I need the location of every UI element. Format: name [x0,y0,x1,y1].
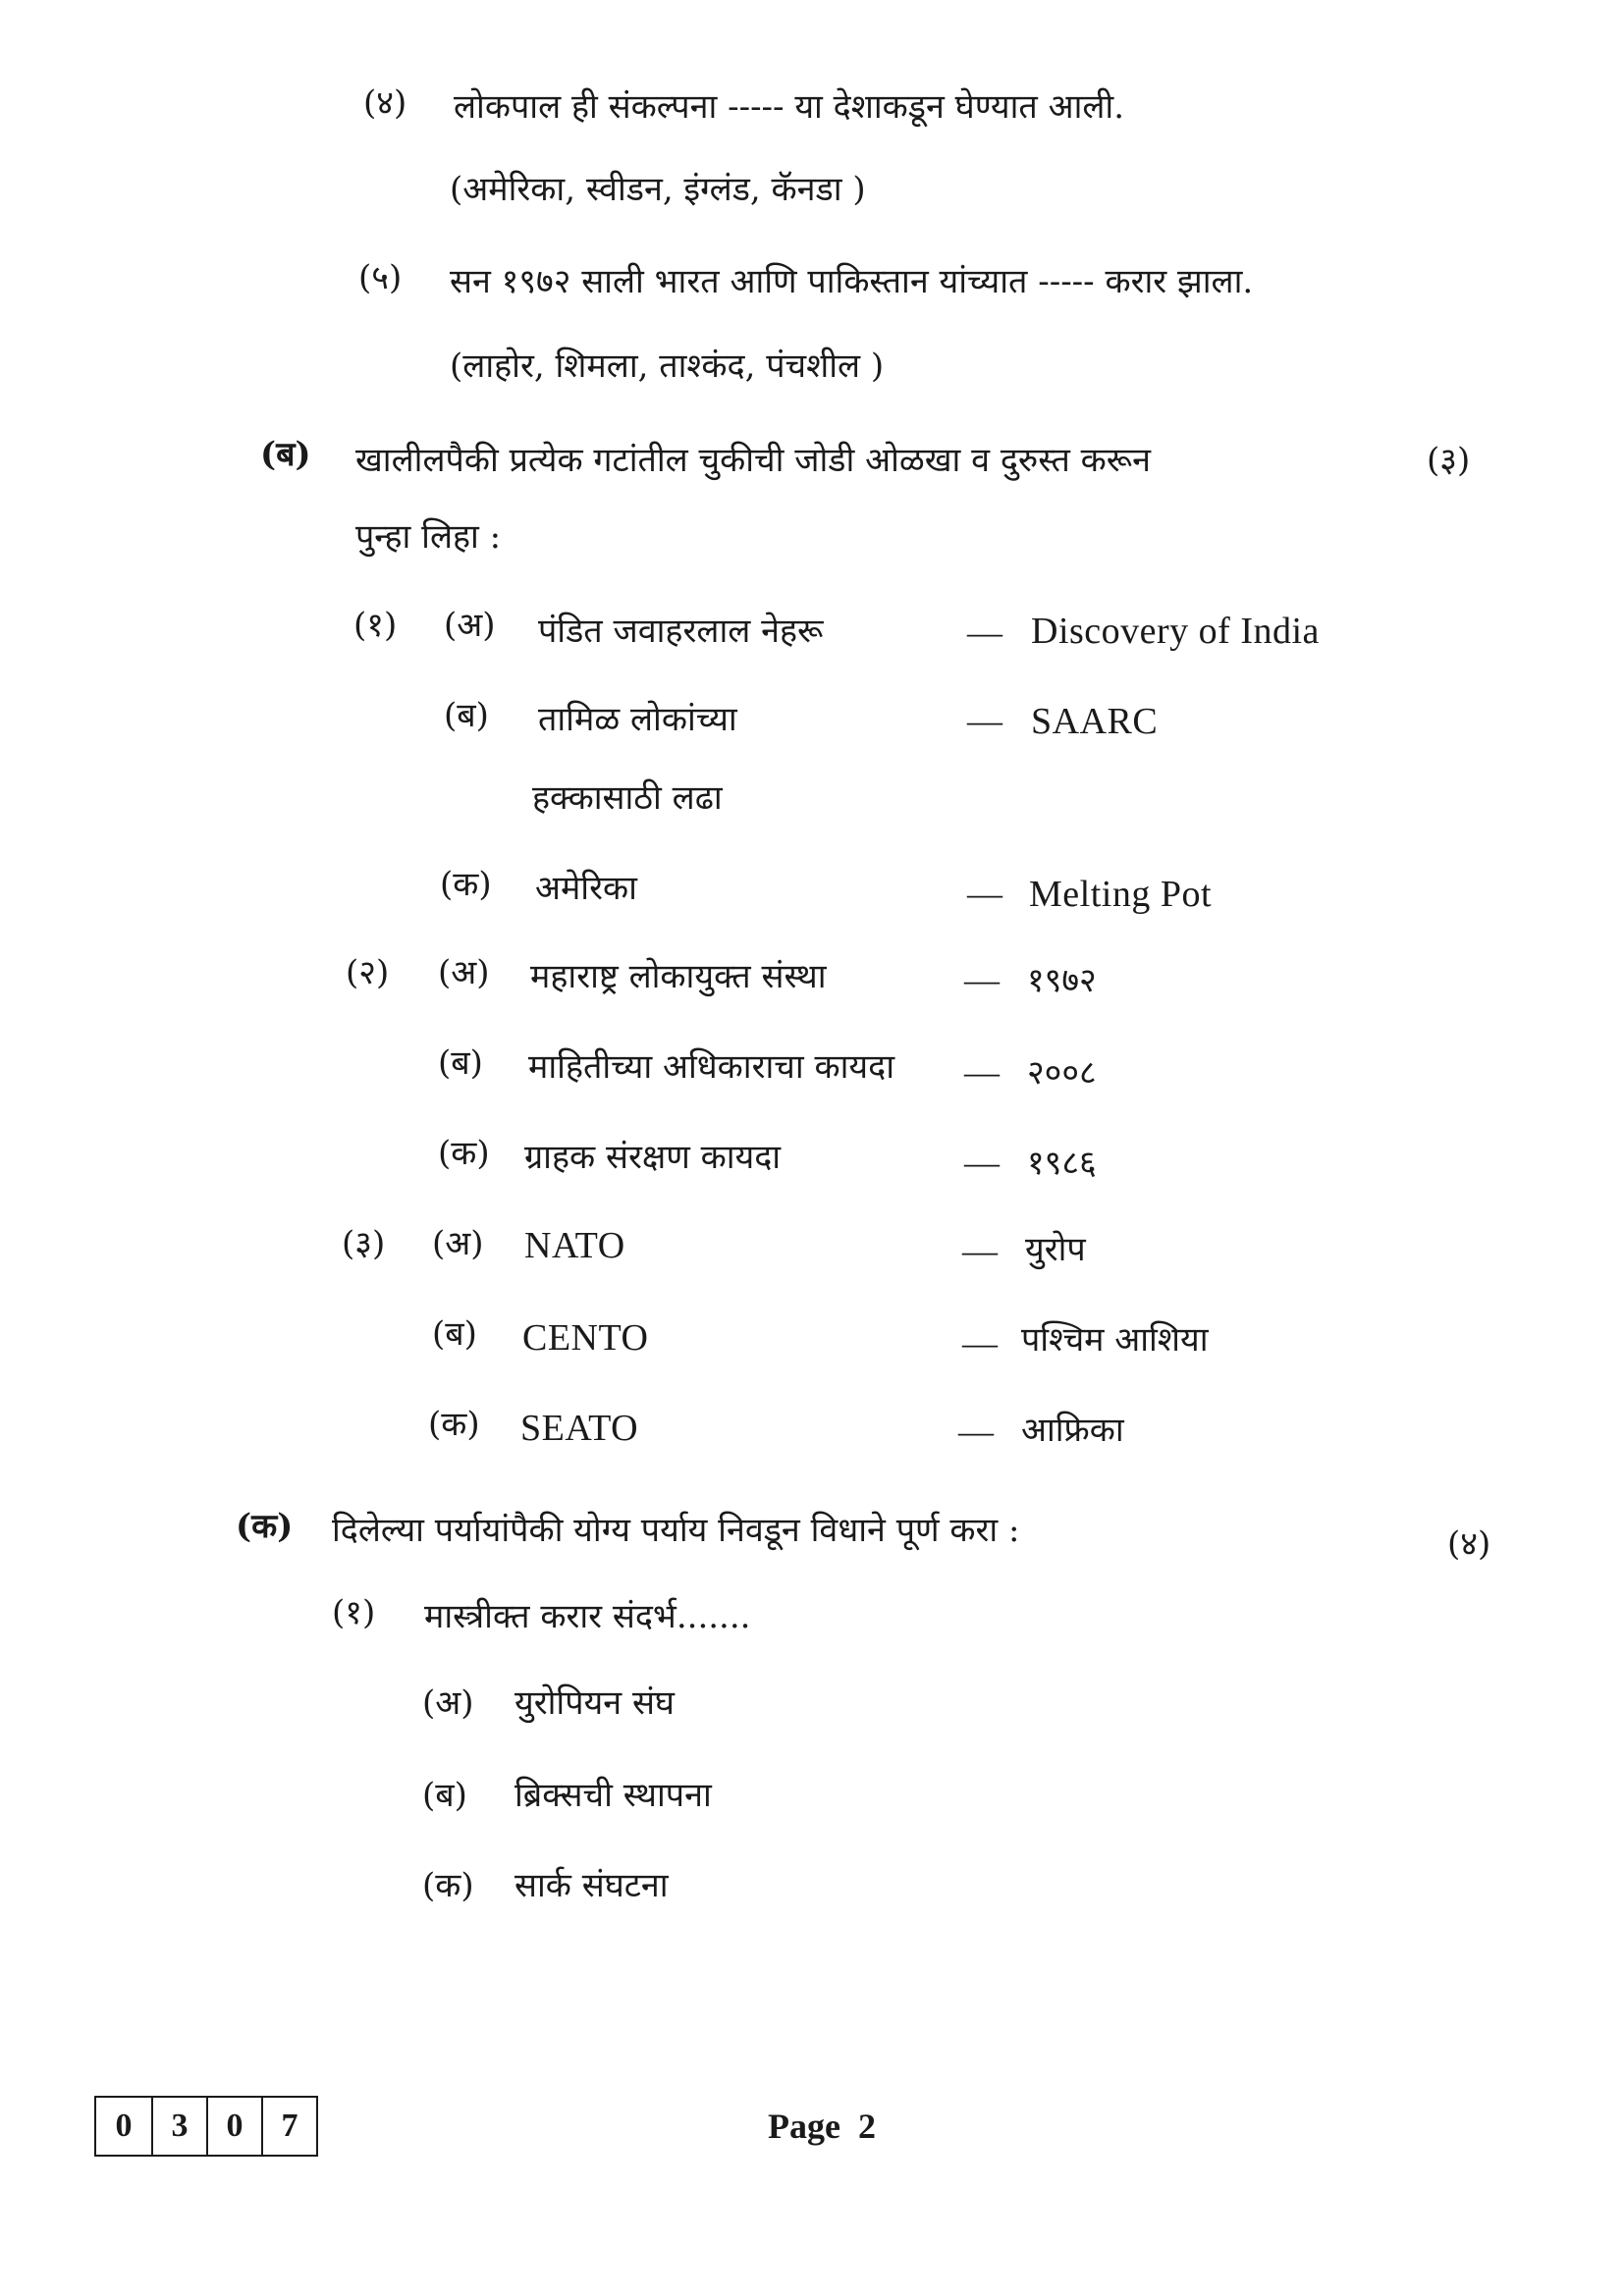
group-1-row-c-right: Melting Pot [1029,874,1213,915]
group-2-row-b-dash: — [964,1052,1000,1092]
section-c-label: (क) [236,1507,294,1546]
group-1-row-c-left: अमेरिका [535,869,637,908]
section-b-instruction-continued: पुन्हा लिहा : [355,517,502,557]
group-3-row-b-letter: (ब) [432,1314,477,1354]
group-1-row-b-right: SAARC [1031,701,1159,742]
group-1-row-a-dash: — [967,613,1002,652]
group-3-row-a-right: युरोप [1025,1230,1086,1269]
group-1-row-a-letter: (अ) [444,606,496,645]
group-1-row-a-right: Discovery of India [1031,611,1320,652]
question-4-number: (४) [363,83,407,123]
group-1-row-b-left: तामिळ लोकांच्या [538,700,737,739]
group-2-row-b-right: २००८ [1027,1053,1097,1093]
page-number: Page 2 [768,2107,876,2146]
group-1-row-c-dash: — [967,874,1002,913]
group-1-row-b-dash: — [967,701,1002,740]
group-2-row-c-right: १९८६ [1027,1144,1097,1183]
option-a-letter: (अ) [422,1683,474,1723]
group-2-row-a-left: महाराष्ट्र लोकायुक्त संस्था [530,957,827,996]
group-1-number: (१) [353,606,398,645]
option-c-letter: (क) [422,1866,474,1905]
group-3-row-b-dash: — [962,1323,998,1362]
group-3-row-b-right: पश्चिम आशिया [1021,1320,1209,1360]
group-1-row-b-letter: (ब) [444,696,489,735]
group-3-row-c-dash: — [958,1412,994,1451]
question-4-text: लोकपाल ही संकल्पना ----- या देशाकडून घेण्यात आली. [454,87,1125,127]
group-1-row-b-left-continued: हक्कासाठी लढा [532,778,723,818]
group-2-row-b-left: माहितीच्या अधिकाराचा कायदा [528,1047,895,1087]
question-4-options: (अमेरिका, स्वीडन, इंग्लंड, कॅनडा ) [450,170,866,209]
group-1-row-a-left: पंडित जवाहरलाल नेहरू [538,612,824,651]
group-3-row-a-letter: (अ) [432,1224,484,1263]
group-2-row-c-left: ग्राहक संरक्षण कायदा [524,1138,782,1177]
option-c-text: सार्क संघटना [514,1866,669,1905]
group-3-row-a-dash: — [962,1231,998,1270]
question-5-number: (५) [358,258,403,297]
group-2-number: (२) [346,953,390,992]
paper-code-digit: 7 [261,2098,316,2155]
section-c-instruction: दिलेल्या पर्यायांपैकी योग्य पर्याय निवडून विधाने पूर्ण करा : [332,1511,1020,1550]
paper-code-digit: 3 [151,2098,206,2155]
question-5-text: सन १९७२ साली भारत आणि पाकिस्तान यांच्यात ----- करार झाला. [450,262,1254,301]
paper-code-box [94,2096,318,2157]
group-2-row-b-letter: (ब) [438,1043,483,1083]
paper-code-digit: 0 [206,2098,261,2155]
group-3-row-c-right: आफ्रिका [1021,1411,1124,1450]
group-2-row-a-letter: (अ) [438,953,490,992]
group-2-row-a-dash: — [964,960,1000,999]
option-b-letter: (ब) [422,1776,467,1815]
section-c-question-1-number: (१) [332,1593,376,1632]
group-3-row-a-left: NATO [524,1225,625,1266]
section-c-question-1-text: मास्त्रीक्त करार संदर्भ....... [424,1597,751,1636]
section-b-instruction: खालीलपैकी प्रत्येक गटांतील चुकीची जोडी ओळखा व दुरुस्त करून [355,441,1152,480]
group-2-row-c-letter: (क) [438,1134,490,1173]
group-3-row-b-left: CENTO [522,1317,649,1359]
section-b-marks: (३) [1427,441,1471,480]
option-a-text: युरोपियन संघ [514,1683,676,1723]
question-5-options: (लाहोर, शिमला, ताश्कंद, पंचशील ) [450,347,885,386]
group-2-row-c-dash: — [964,1143,1000,1182]
section-c-marks: (४) [1447,1524,1491,1564]
section-b-label: (ब) [260,435,311,474]
option-b-text: ब्रिक्सची स्थापना [514,1776,712,1815]
group-1-row-c-letter: (क) [440,865,492,904]
group-3-number: (३) [342,1224,386,1263]
paper-code-digit: 0 [115,2108,133,2144]
group-3-row-c-letter: (क) [428,1405,480,1444]
group-2-row-a-right: १९७२ [1027,961,1097,1000]
group-3-row-c-left: SEATO [520,1408,639,1449]
